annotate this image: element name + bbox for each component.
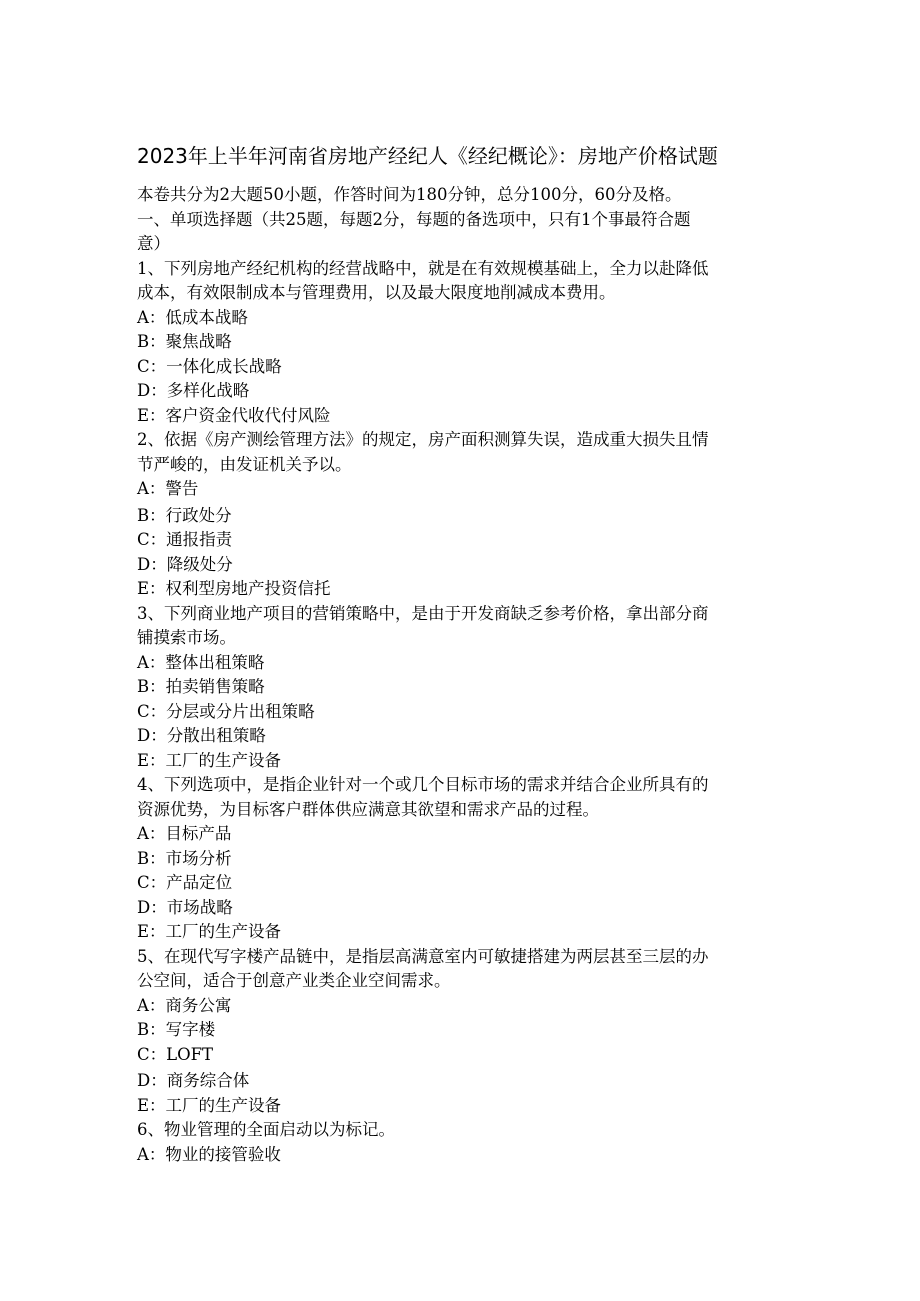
option-d: D：市场战略 xyxy=(137,897,233,917)
question-stem: 6、物业管理的全面启动以为标记。 xyxy=(137,1120,395,1139)
option-b: B：拍卖销售策略 xyxy=(137,677,265,696)
question-stem: 成本，有效限制成本与管理费用，以及最大限度地削减成本费用。 xyxy=(137,283,616,302)
question-stem: 节严峻的，由发证机关予以。 xyxy=(137,454,352,474)
option-c: C：产品定位 xyxy=(137,873,233,892)
section-heading-line: 意） xyxy=(137,234,170,253)
question-stem: 1、下列房地产经纪机构的经营战略中，就是在有效规模基础上，全力以赴降低 xyxy=(137,258,709,278)
question-2 xyxy=(137,428,787,602)
option-b: B：聚焦战略 xyxy=(137,332,232,351)
exam-intro: 本卷共分为2大题50小题，作答时间为180分钟，总分100分，60分及格。 xyxy=(137,185,682,204)
question-stem: 4、下列选项中，是指企业针对一个或几个目标市场的需求并结合企业所具有的 xyxy=(137,775,709,794)
option-d: D：分散出租策略 xyxy=(137,726,266,745)
option-b: B：写字楼 xyxy=(137,1020,216,1039)
option-c: C：一体化成长战略 xyxy=(137,356,282,376)
option-e: E：客户资金代收代付风险 xyxy=(137,405,331,425)
question-stem: 资源优势，为目标客户群体供应满意其欲望和需求产品的过程。 xyxy=(137,799,599,819)
option-c: C：LOFT xyxy=(137,1044,214,1064)
question-3 xyxy=(137,602,787,774)
question-4 xyxy=(137,773,787,945)
question-1 xyxy=(137,257,787,429)
option-b: B：行政处分 xyxy=(137,505,232,525)
question-stem: 2、依据《房产测绘管理方法》的规定，房产面积测算失误，造成重大损失且情 xyxy=(137,430,709,449)
document-title: 2023年上半年河南省房地产经纪人《经纪概论》：房地产价格试题 xyxy=(137,144,718,168)
option-a: A：目标产品 xyxy=(137,824,232,843)
option-a: A：警告 xyxy=(137,479,199,498)
section-heading-line: 一、单项选择题（共25题，每题2分，每题的备选项中，只有1个事最符合题 xyxy=(137,209,691,229)
option-a: A：整体出租策略 xyxy=(137,652,265,672)
option-e: E：工厂的生产设备 xyxy=(137,1095,282,1115)
option-a: A：低成本战略 xyxy=(137,307,248,327)
question-stem: 5、在现代写字楼产品链中，是指层高满意室内可敏捷搭建为两层甚至三层的办 xyxy=(137,946,709,966)
option-a: A：物业的接管验收 xyxy=(137,1144,281,1164)
question-6 xyxy=(137,1118,787,1167)
option-a: A：商务公寓 xyxy=(137,995,232,1015)
question-stem: 公空间，适合于创意产业类企业空间需求。 xyxy=(137,971,451,990)
option-d: D：商务综合体 xyxy=(137,1071,250,1090)
option-e: E：权利型房地产投资信托 xyxy=(137,579,331,598)
option-c: C：通报指责 xyxy=(137,530,233,549)
option-e: E：工厂的生产设备 xyxy=(137,922,282,941)
document-body xyxy=(137,183,787,1167)
question-stem: 3、下列商业地产项目的营销策略中，是由于开发商缺乏参考价格，拿出部分商 xyxy=(137,603,709,623)
option-b: B：市场分析 xyxy=(137,848,232,868)
question-stem: 铺摸索市场。 xyxy=(137,628,236,647)
question-5 xyxy=(137,945,787,1119)
option-d: D：多样化战略 xyxy=(137,381,250,400)
option-e: E：工厂的生产设备 xyxy=(137,750,282,770)
option-c: C：分层或分片出租策略 xyxy=(137,701,315,721)
option-d: D：降级处分 xyxy=(137,554,233,574)
